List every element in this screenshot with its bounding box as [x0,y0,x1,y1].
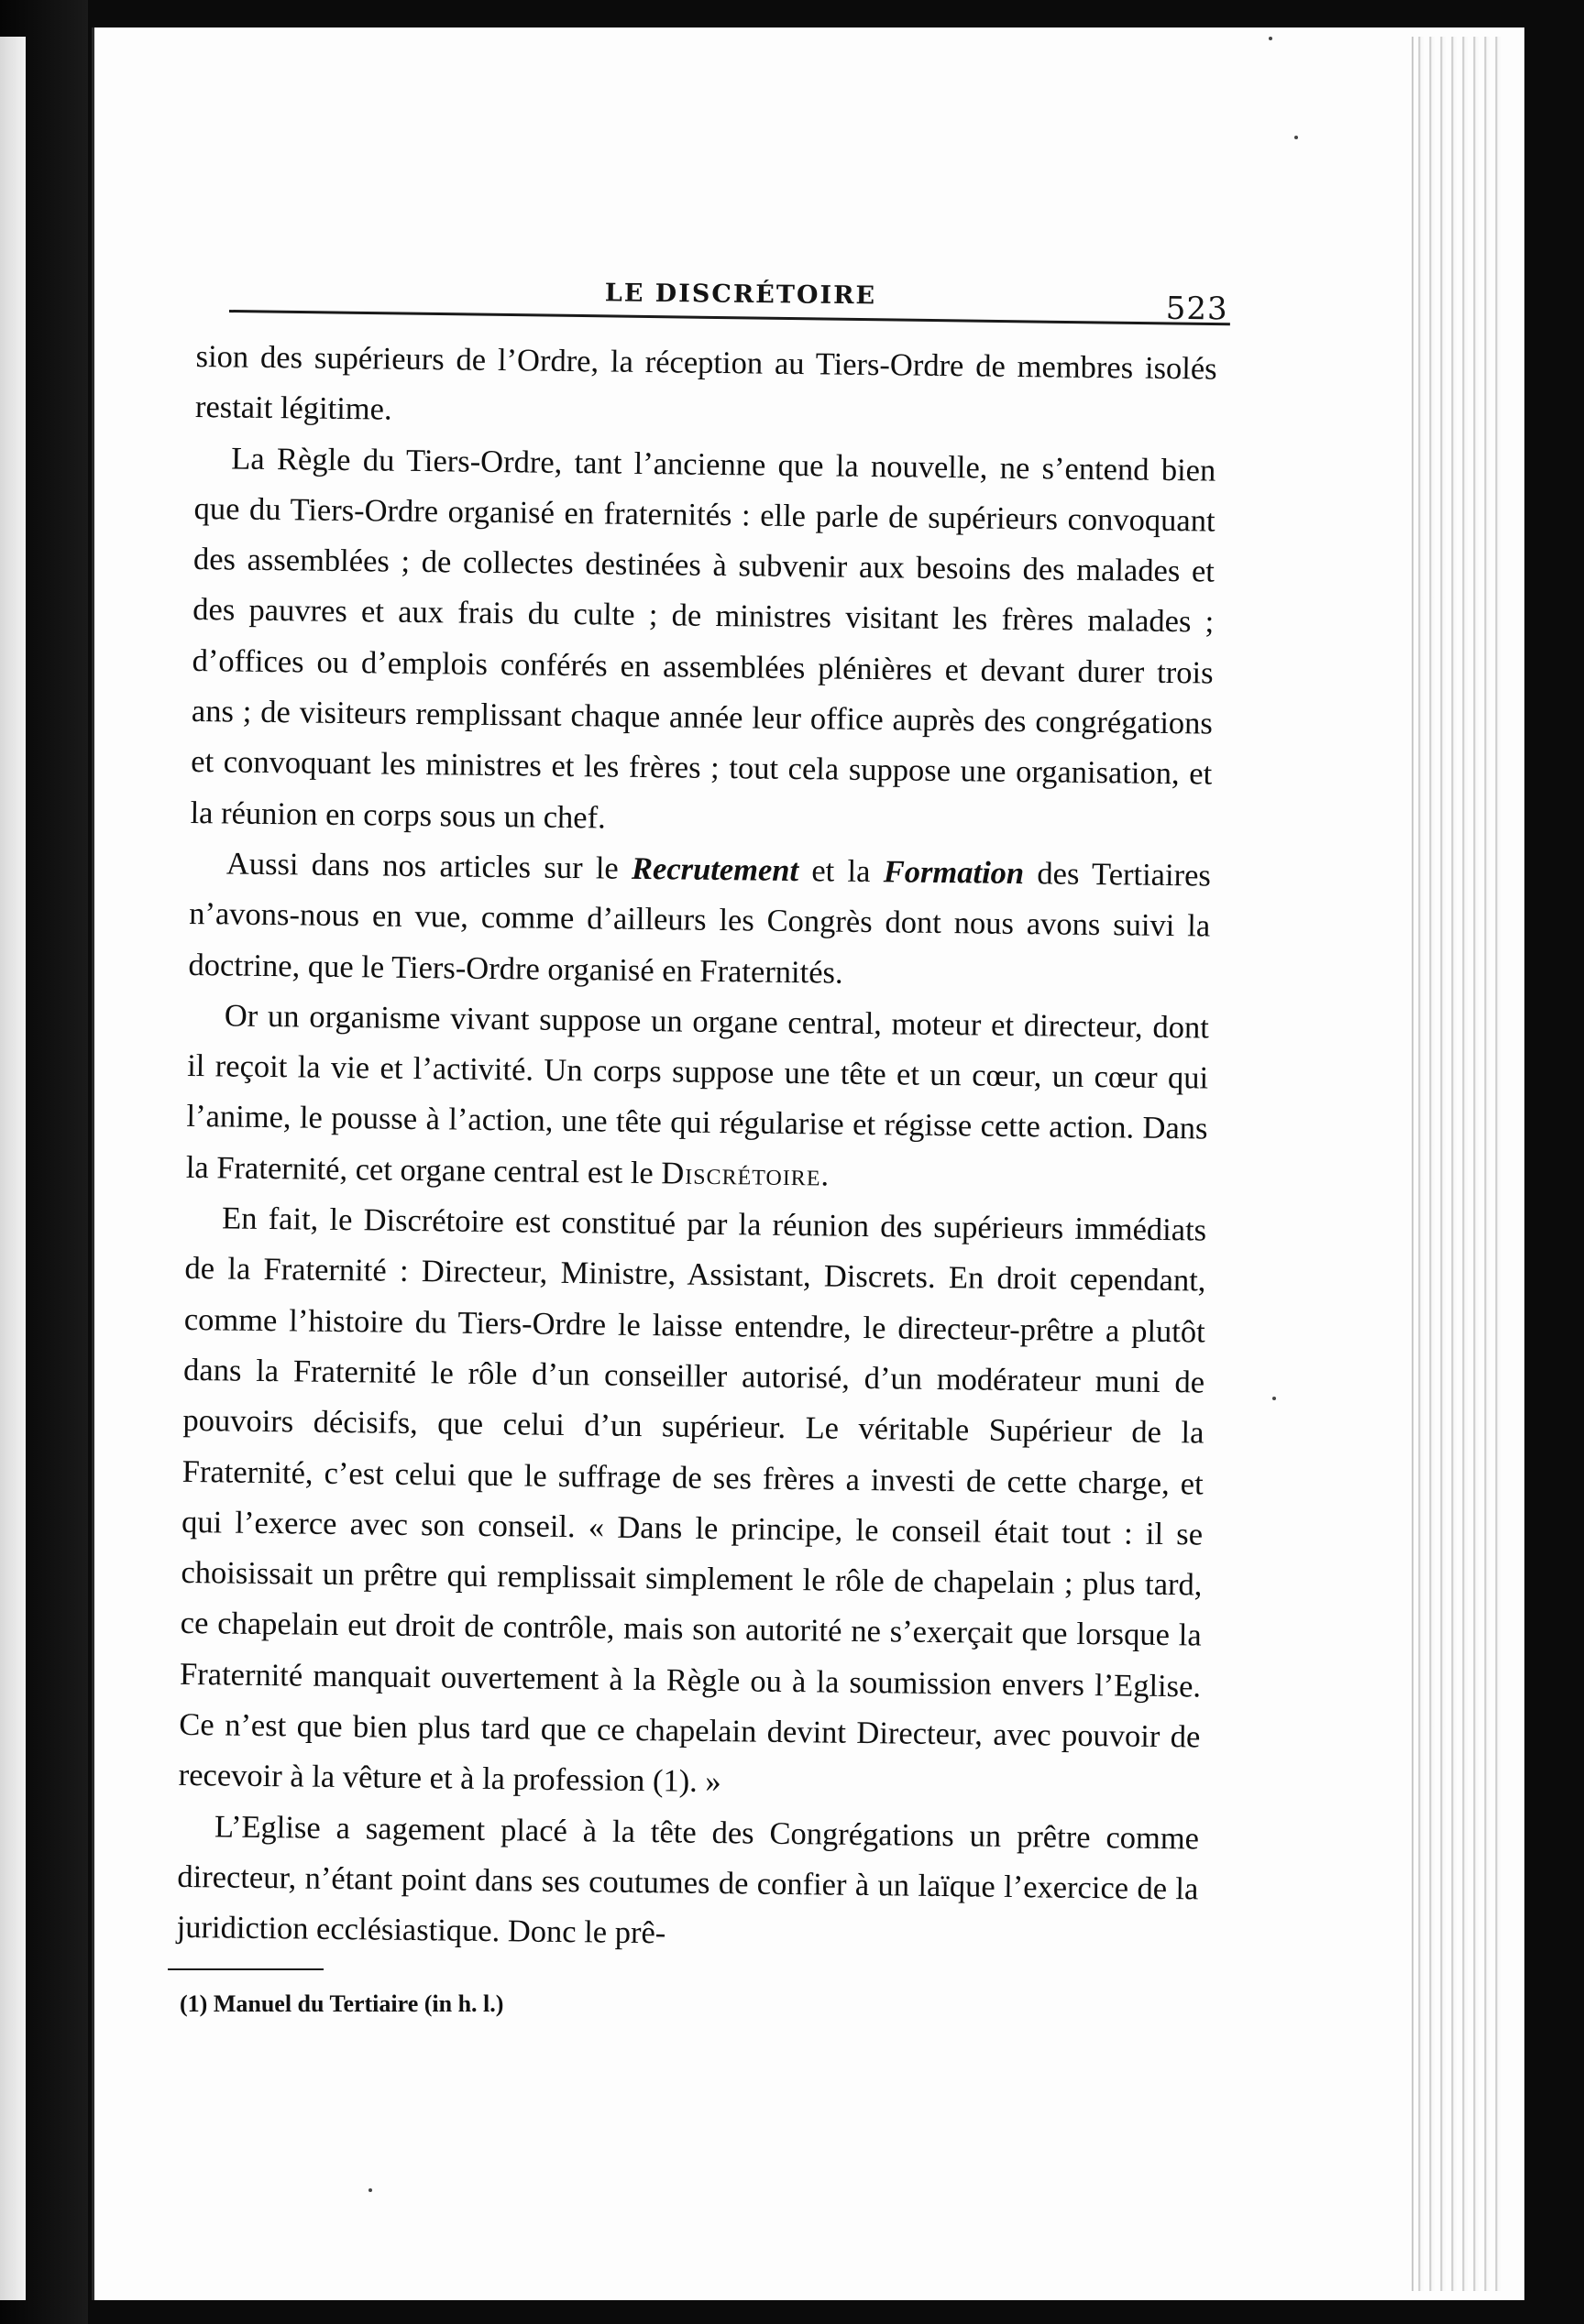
paragraph-3-text-b: et la [798,853,884,890]
footnote-rule [168,1968,324,1970]
dust-speck [1272,1397,1276,1400]
body-text [176,332,1217,1966]
paragraph-2: La Règle du Tiers-Ordre, tant l’ancienne que la nouvelle, ne s’entend bien que du Tiers-Ordre organisé en fraternités : elle parle de supérieurs convoquant des assemblées ; de collectes destinées à subvenir aux besoins des malades et des pauvres et aux frais du culte ; de ministres visitant les frères malades ; d’offices ou d’emplois conférés en assemblées plénières et devant durer trois ans ; de visiteurs remplissant chaque année leur office auprès des congrégations et convoquant les ministres et les frères ; tout cela suppose une organisation, et la réunion en corps sous un chef. [190,441,1216,836]
term-recrutement: Recrutement [631,850,799,889]
paragraph-6: L’Eglise a sagement placé à la tête des Congrégations un prêtre comme directeur, n’étant point dans ses coutumes de confier à un laïque l’exercice de la juridiction ecclésiastique. Donc le prê- [176,1808,1200,1951]
paragraph-1: sion des supérieurs de l’Ordre, la réception au Tiers-Ordre de membres isolés restait légitime. [194,338,1217,427]
paragraph-4-text: Or un organisme vivant suppose un organe central, moteur et directeur, dont il reçoit la vie et l’activité. Un corps suppose une tête et un cœur, un cœur qui l’anime, le pousse à l’action, une tête qui régularise et régisse cette action. Dans la Fraternité, cet organe central est le [185,998,1210,1191]
running-title: LE DISCRÉTOIRE [604,279,877,311]
paragraph-4-end: . [820,1157,830,1193]
paragraph-4 [186,991,1210,1206]
dust-speck [1294,136,1298,139]
paragraph-3 [188,839,1211,1003]
dust-speck [1269,37,1272,40]
paragraph-5: En fait, le Discrétoire est constitué par la réunion des supérieurs immédiats de la Fraternité : Directeur, Ministre, Assistant, Discrets. En droit cependant, comme l’histoire du Tiers-Ordre le laisse entendre, le directeur-prêtre a plutôt dans la Fraternité le rôle d’un conseiller autorisé, d’un modérateur muni de pouvoirs décisifs, que celui d’un supérieur. Le véritable Supérieur de la Fraternité, c’est celui que le suffrage de ses frères a investi de cette charge, et qui l’exerce avec son conseil. « Dans le principe, le conseil était tout : il se choisissait un prêtre qui remplissait simplement le rôle de chapelain ; plus tard, ce chapelain eut droit de contrôle, mais son autorité ne s’exerçait que lorsque la Fraternité manquait ouvertement à la Règle ou à la soumission envers l’Eglise. Ce n’est que bien plus tard que ce chapelain devint Directeur, avec pouvoir de recevoir à la vêture et à la profession (1). » [178,1200,1207,1800]
page-number: 523 [1165,290,1228,328]
page-edges [1412,37,1505,2291]
term-discretoire: Discrétoire [661,1156,821,1193]
dust-speck [368,2188,372,2192]
footnote: (1) Manuel du Tertiaire (in h. l.) [180,1990,504,2017]
facing-page-edge [0,37,26,2300]
paragraph-3-text-a: Aussi dans nos articles sur le [226,846,632,886]
paragraph-3-text-c: des Tertiaires n’avons-nous en vue, comme d’ailleurs les Congrès dont nous avons suivi la doctrine, que le Tiers-Ordre organisé en Fraternités. [188,856,1212,991]
term-formation: Formation [883,854,1025,892]
